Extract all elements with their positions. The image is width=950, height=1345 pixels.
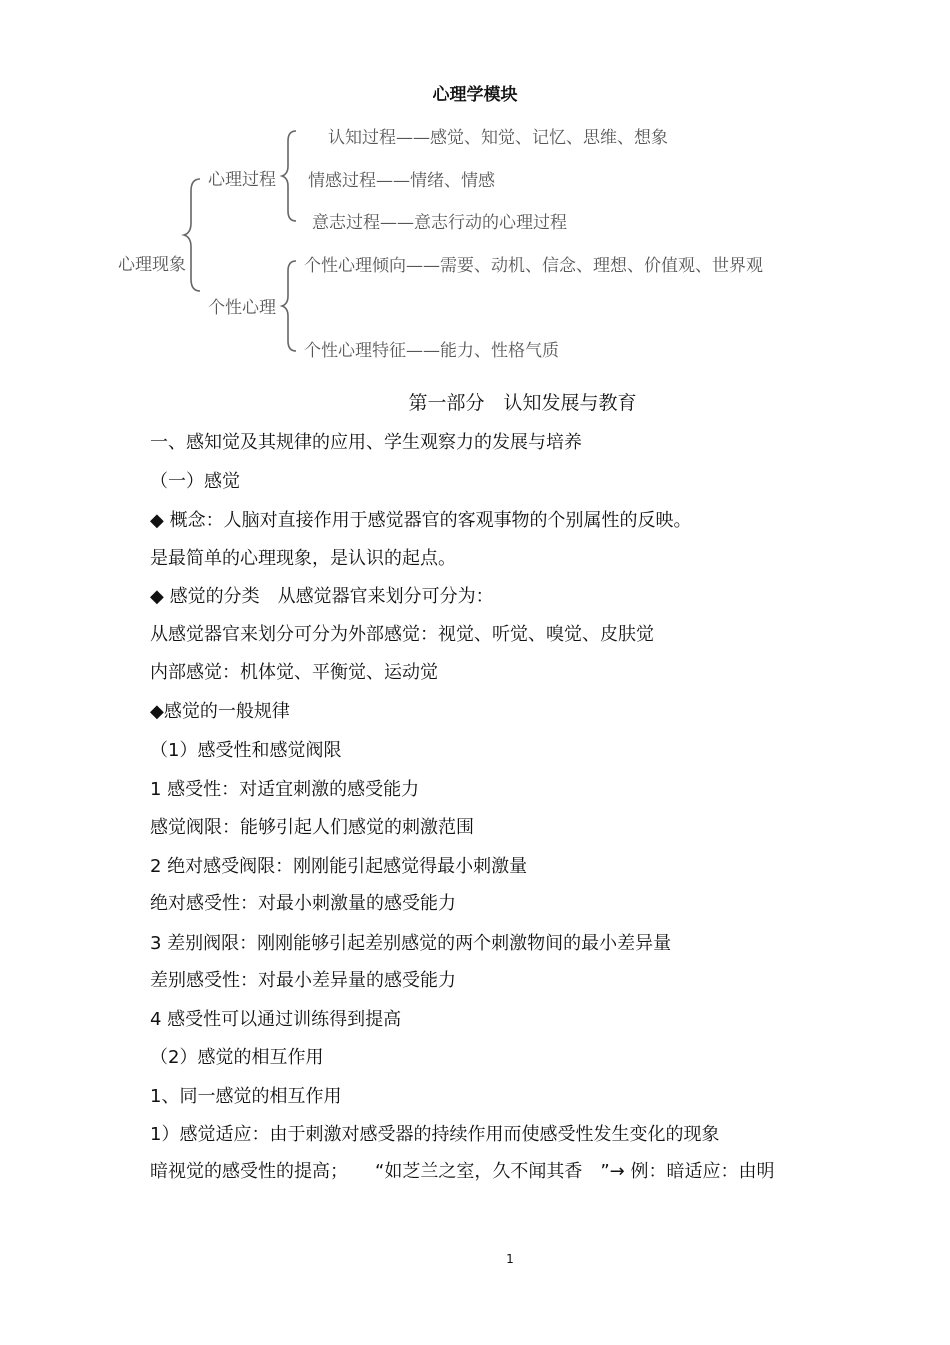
text-line-3: ◆ 概念：人脑对直接作用于感觉器官的客观事物的个别属性的反映。: [150, 510, 692, 531]
mindmap-branch-personality: 个性心理: [208, 298, 276, 318]
text-line-17: （2）感觉的相互作用: [150, 1047, 324, 1068]
text-line-9: （1）感受性和感觉阀限: [150, 740, 342, 761]
text-line-13: 绝对感受性：对最小刺激量的感受能力: [150, 893, 456, 914]
mindmap-title: 心理学模块: [432, 85, 518, 105]
text-line-2: （一）感觉: [150, 471, 240, 492]
text-line-10: 1 感受性：对适宜刺激的感受能力: [150, 779, 420, 800]
text-line-6: 从感觉器官来划分可分为外部感觉：视觉、听觉、嗅觉、皮肤觉: [150, 624, 654, 645]
text-line-12: 2 绝对感受阀限：刚刚能引起感觉得最小刺激量: [150, 856, 528, 877]
mindmap-item-traits: 个性心理特征——能力、性格气质: [304, 341, 559, 361]
mindmap-root: 心理现象: [118, 255, 186, 275]
text-line-18: 1、同一感觉的相互作用: [150, 1086, 342, 1107]
section-heading: 第一部分 认知发展与教育: [408, 392, 637, 414]
text-line-4: 是最简单的心理现象，是认识的起点。: [150, 548, 456, 569]
text-line-7: 内部感觉：机体觉、平衡觉、运动觉: [150, 662, 438, 683]
personality-brace: [278, 258, 300, 354]
mindmap-item-tendency: 个性心理倾向——需要、动机、信念、理想、价值观、世界观: [304, 256, 763, 276]
text-line-14: 3 差别阀限：刚刚能够引起差别感觉的两个刺激物间的最小差异量: [150, 933, 672, 954]
mindmap-branch-process: 心理过程: [208, 170, 276, 190]
text-line-19: 1）感觉适应：由于刺激对感受器的持续作用而使感受性发生变化的现象: [150, 1124, 720, 1145]
text-line-1: 一、感知觉及其规律的应用、学生观察力的发展与培养: [150, 432, 582, 453]
mindmap-item-cognition: 认知过程——感觉、知觉、记忆、思维、想象: [328, 128, 668, 148]
mindmap-item-will: 意志过程——意志行动的心理过程: [312, 213, 567, 233]
text-line-5: ◆ 感觉的分类 从感觉器官来划分可分为：: [150, 586, 494, 607]
text-line-20: 暗视觉的感受性的提高； “如芝兰之室，久不闻其香 ”→ 例：暗适应：由明: [150, 1161, 775, 1182]
text-line-15: 差别感受性：对最小差异量的感受能力: [150, 970, 456, 991]
page-number: 1: [506, 1252, 514, 1266]
text-line-8: ◆感觉的一般规律: [150, 701, 290, 722]
text-line-16: 4 感受性可以通过训练得到提高: [150, 1009, 402, 1030]
mindmap-item-emotion: 情感过程——情绪、情感: [308, 171, 495, 191]
process-brace: [278, 128, 300, 224]
root-brace: [180, 175, 204, 295]
text-line-11: 感觉阀限：能够引起人们感觉的刺激范围: [150, 817, 474, 838]
